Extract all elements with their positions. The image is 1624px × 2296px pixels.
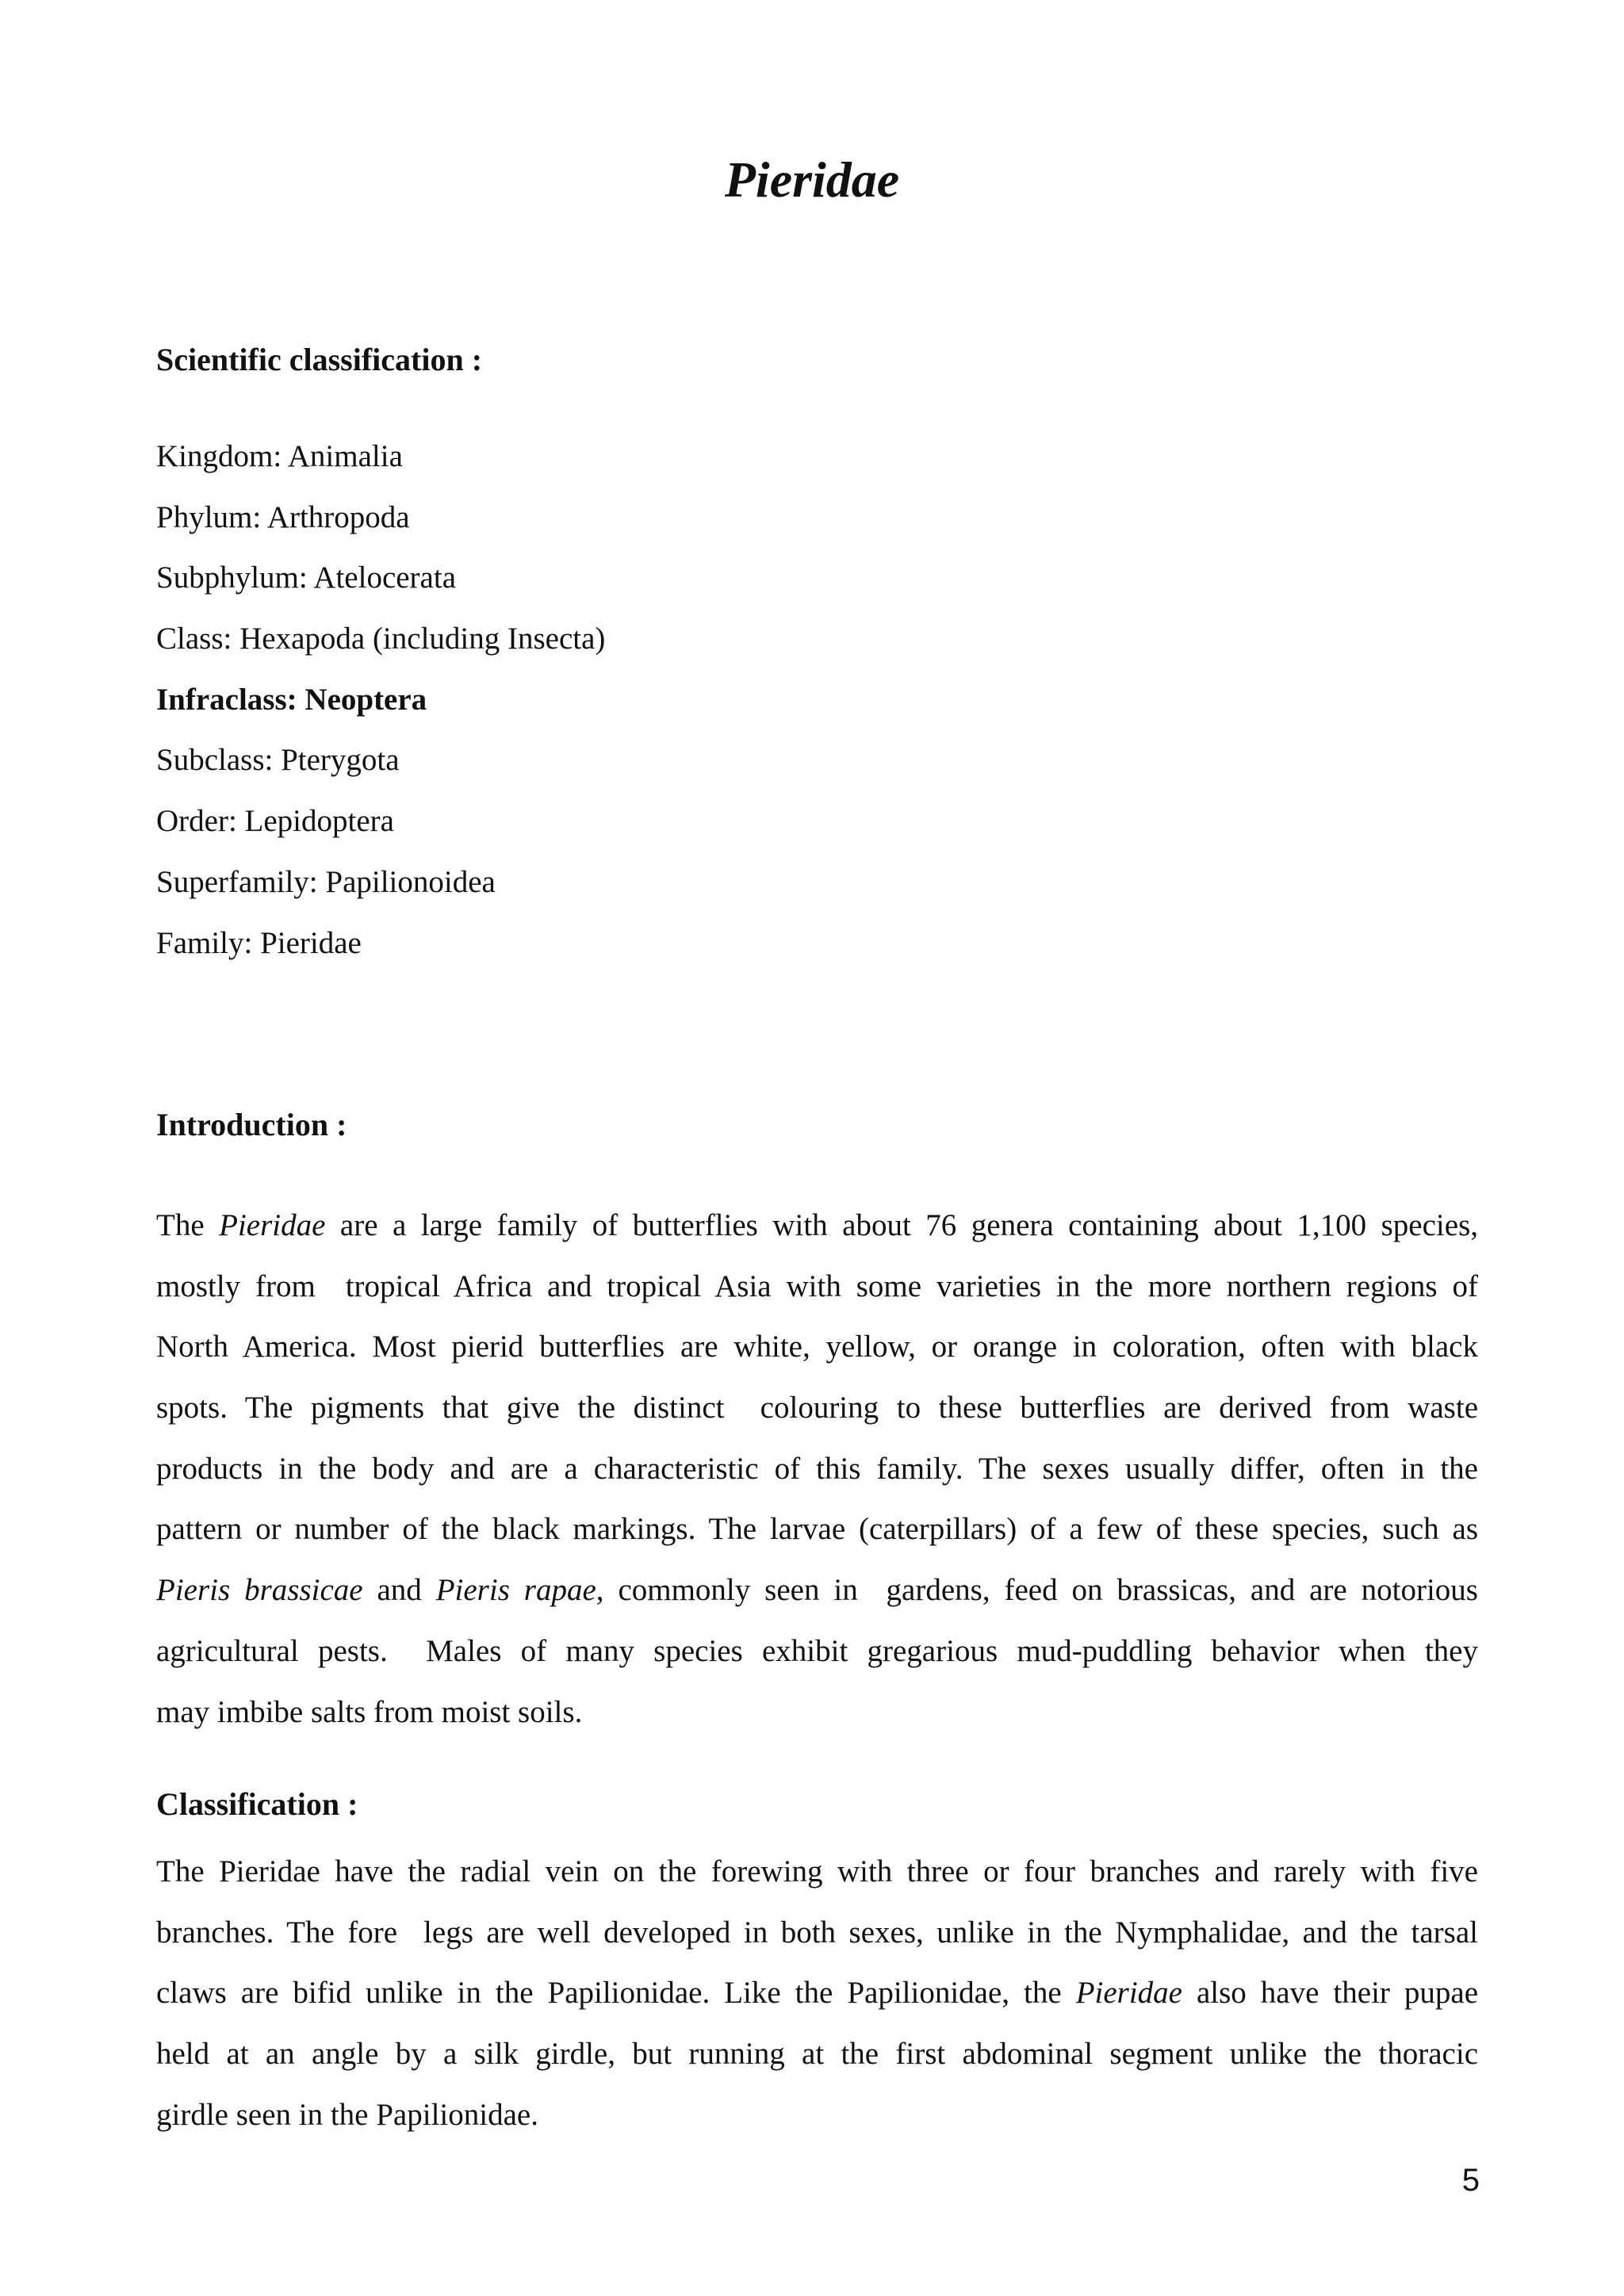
text-run: and: [362, 1573, 436, 1608]
paragraph-line: [156, 1850, 1478, 1911]
scientific-classification-heading: Scientific classification :: [156, 342, 483, 377]
taxonomy-item: Family: Pieridae: [156, 925, 362, 960]
paragraph-line: [156, 1568, 1478, 1629]
paragraph-line: [156, 1690, 1478, 1751]
text-run: North America. Most pierid butterflies are white, yellow, or orange in coloration, often with black: [156, 1330, 1478, 1364]
italic-text: Pieris rapae: [435, 1573, 596, 1608]
paragraph-line: [156, 1911, 1478, 1972]
paragraph-line: [156, 1971, 1478, 2032]
text-run: claws are bifid unlike in the Papilionidae. Like the Papilionidae, the: [156, 1976, 1076, 2011]
paragraph-line: [156, 1265, 1478, 1326]
taxonomy-item: Superfamily: Papilionoidea: [156, 864, 496, 899]
taxonomy-item: Kingdom: Animalia: [156, 439, 403, 473]
taxonomy-item: Order: Lepidoptera: [156, 804, 394, 839]
text-run: also have their pupae: [1182, 1976, 1479, 2011]
text-run: pattern or number of the black markings. The larvae (caterpillars) of a few of these species, such as: [156, 1512, 1478, 1547]
paragraph-line: [156, 1507, 1478, 1568]
text-run: may imbibe salts from moist soils.: [156, 1694, 583, 1729]
classification-heading: Classification :: [156, 1786, 358, 1822]
taxonomy-item: Infraclass: Neoptera: [156, 682, 427, 717]
italic-text: Pieris brassicae: [156, 1573, 363, 1608]
paragraph-line: [156, 1447, 1478, 1508]
taxonomy-item: Subphylum: Atelocerata: [156, 561, 457, 595]
taxonomy-item: Class: Hexapoda (including Insecta): [156, 622, 606, 656]
paragraph-line: [156, 2032, 1478, 2093]
text-run: products in the body and are a characteristic of this family. The sexes usually differ, often in the: [156, 1451, 1478, 1486]
text-run: girdle seen in the Papilionidae.: [156, 2097, 538, 2132]
page-title: Pieridae: [724, 151, 900, 208]
text-run: agricultural pests. Males of many species exhibit gregarious mud-puddling behavior when they: [156, 1633, 1478, 1668]
taxonomy-item: Phylum: Arthropoda: [156, 499, 410, 534]
classification-paragraph: [156, 1850, 1478, 2153]
paragraph-line: [156, 2093, 1478, 2154]
italic-text: Pieridae: [1075, 1976, 1182, 2011]
paragraph-line: [156, 1629, 1478, 1690]
text-run: The Pieridae have the radial vein on the forewing with three or four branches and rarely with five: [156, 1854, 1478, 1888]
italic-text: Pieridae: [219, 1208, 326, 1242]
introduction-heading: Introduction :: [156, 1107, 347, 1142]
text-run: held at an angle by a silk girdle, but running at the first abdominal segment unlike the thoracic: [156, 2037, 1478, 2072]
taxonomy-item: Subclass: Pterygota: [156, 743, 400, 778]
text-run: The: [156, 1208, 220, 1242]
introduction-paragraph: [156, 1203, 1478, 1751]
paragraph-line: [156, 1325, 1478, 1386]
paragraph-line: [156, 1386, 1478, 1447]
page-number: 5: [1461, 2163, 1480, 2198]
text-run: spots. The pigments that give the distinct colouring to these butterflies are derived from waste: [156, 1391, 1478, 1425]
paragraph-line: [156, 1203, 1478, 1265]
text-run: , commonly seen in gardens, feed on brassicas, and are notorious: [596, 1573, 1478, 1608]
text-run: branches. The fore legs are well developed in both sexes, unlike in the Nymphalidae, and the tarsal: [156, 1915, 1478, 1950]
text-run: mostly from tropical Africa and tropical Asia with some varieties in the more northern regions of: [156, 1269, 1478, 1303]
taxonomy-list: [156, 434, 605, 982]
text-run: are a large family of butterflies with about 76 genera containing about 1,100 species,: [325, 1208, 1478, 1242]
